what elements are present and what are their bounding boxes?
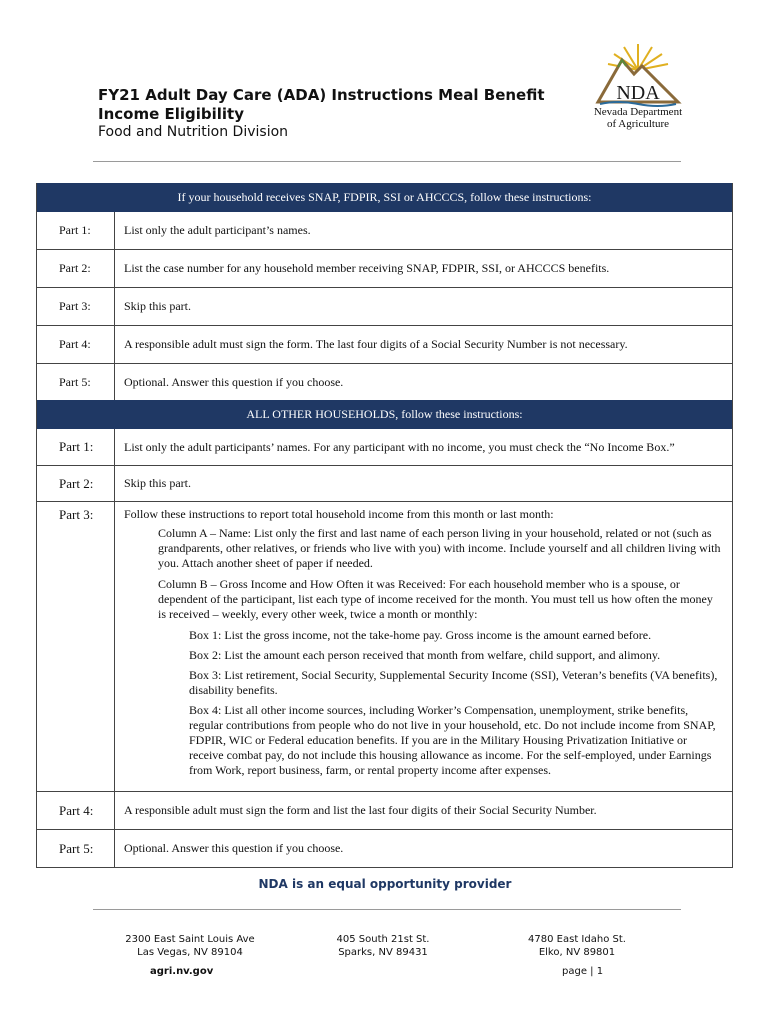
address-line: 2300 East Saint Louis Ave <box>125 934 255 945</box>
table-row <box>37 830 732 868</box>
table-row <box>37 250 732 288</box>
section-header: If your household receives SNAP, FDPIR, SSI or AHCCCS, follow these instructions: <box>37 183 732 212</box>
column-a-instructions: Column A – Name: List only the first and last name of each person living in your household, related or not (such as grandparents, other relatives, or friends who live with you) with income. Include yourself and all children living with you. Attach another sheet of paper if needed. <box>158 526 721 570</box>
table-row <box>37 326 732 364</box>
table-row <box>37 288 732 326</box>
address-elko <box>502 933 652 959</box>
address-line: 405 South 21st St. <box>336 934 430 945</box>
page-number: page | 1 <box>562 966 604 977</box>
website-link[interactable]: agri.nv.gov <box>150 966 214 977</box>
equal-opportunity-statement: NDA is an equal opportunity provider <box>258 877 512 891</box>
part-label: Part 2: <box>37 250 115 287</box>
part-text: List the case number for any household member receiving SNAP, FDPIR, SSI, or AHCCCS benefits. <box>124 261 610 275</box>
part-label: Part 1: <box>37 212 115 249</box>
document-title <box>98 86 578 124</box>
section-header: ALL OTHER HOUSEHOLDS, follow these instructions: <box>37 400 732 429</box>
title-line-1: FY21 Adult Day Care (ADA) Instructions Meal Benefit <box>98 86 545 104</box>
logo-org-line-1: Nevada Department <box>593 106 683 118</box>
table-row <box>37 429 732 466</box>
table-row <box>37 364 732 400</box>
logo-org-line-2: of Agriculture <box>606 118 669 130</box>
address-line: 4780 East Idaho St. <box>528 934 626 945</box>
table-row <box>37 466 732 502</box>
part-text: Skip this part. <box>124 476 192 490</box>
document-subtitle: Food and Nutrition Division <box>98 124 289 140</box>
box-4-instructions: Box 4: List all other income sources, including Worker’s Compensation, unemployment, strike benefits, regular contributions from people who do not live in your household, etc. Do not include income from SNAP, FDPIR, WIC or Federal education benefits. If you are in the Military Housing Privatization Initiative or receive combat pay, do not include this housing allowance as income. For the self-employed, under Earnings from Work, report business, farm, or rental property income after expenses. <box>189 703 716 777</box>
footer-divider <box>93 909 681 910</box>
part-label: Part 5: <box>37 364 115 400</box>
address-line: Elko, NV 89801 <box>538 947 616 958</box>
address-sparks <box>308 933 458 959</box>
box-3-instructions: Box 3: List retirement, Social Security, Supplemental Security Income (SSI), Veteran’s benefits (VA benefits), disability benefits. <box>189 668 718 697</box>
table-row <box>37 792 732 830</box>
part-text: Optional. Answer this question if you choose. <box>124 841 344 855</box>
box-2-instructions: Box 2: List the amount each person received that month from welfare, child support, and alimony. <box>189 648 661 662</box>
header-divider <box>93 161 681 162</box>
part-text: A responsible adult must sign the form. The last four digits of a Social Security Number is not necessary. <box>124 337 628 351</box>
part-3-content <box>115 502 732 791</box>
part-3-intro: Follow these instructions to report total household income from this month or last month: <box>124 507 554 521</box>
part-text: Skip this part. <box>124 299 192 313</box>
part-text: A responsible adult must sign the form and list the last four digits of their Social Security Number. <box>124 803 597 817</box>
address-line: Sparks, NV 89431 <box>338 947 428 958</box>
part-text: List only the adult participants’ names. For any participant with no income, you must check the “No Income Box.” <box>124 439 675 454</box>
part-text: Optional. Answer this question if you choose. <box>124 374 344 389</box>
table-row <box>37 212 732 250</box>
part-label: Part 1: <box>37 429 115 465</box>
box-1-instructions: Box 1: List the gross income, not the take-home pay. Gross income is the amount earned before. <box>189 628 652 642</box>
address-las-vegas <box>110 933 270 959</box>
part-label: Part 4: <box>37 792 115 829</box>
snap-instructions-table <box>36 183 733 868</box>
part-label: Part 4: <box>37 326 115 363</box>
logo-text: NDA <box>616 82 660 104</box>
part-label: Part 3: <box>37 502 115 791</box>
title-line-2: Income Eligibility <box>98 105 245 123</box>
part-text: List only the adult participant’s names. <box>124 223 311 237</box>
logo-org-name <box>588 106 688 130</box>
column-b-instructions: Column B – Gross Income and How Often it was Received: For each household member who is a spouse, or dependent of the participant, list each type of income received for the month. You must tell us how often the money is received – weekly, every other week, twice a month or monthly: <box>158 577 713 621</box>
part-label: Part 2: <box>37 466 115 501</box>
table-row <box>37 502 732 792</box>
part-label: Part 5: <box>37 830 115 867</box>
part-label: Part 3: <box>37 288 115 325</box>
address-line: Las Vegas, NV 89104 <box>137 947 243 958</box>
